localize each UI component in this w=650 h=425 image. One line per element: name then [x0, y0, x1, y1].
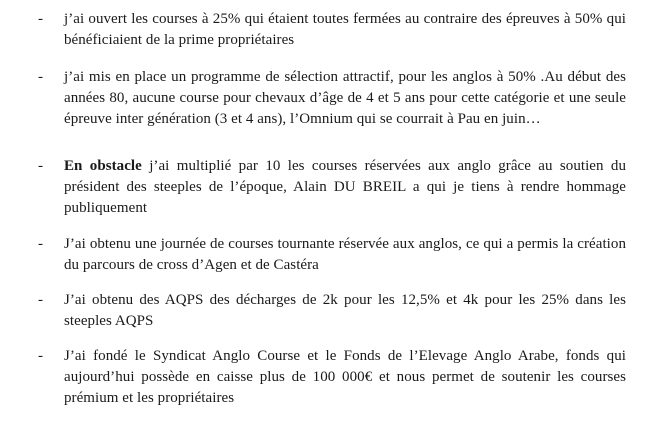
list-item-text: j’ai mis en place un programme de sélection attractif, pour les anglos à 50% .Au début des années 80, aucune course pour chevaux d’âge de 4 et 5 ans pour cette catégorie et une seule épreuve inter génération (3 et 4 ans), l’Omnium qui se courrait à Pau en juin…: [64, 69, 626, 127]
bullet-dash: -: [38, 348, 43, 364]
list-item-text: J’ai obtenu des AQPS des décharges de 2k pour les 12,5% et 4k pour les 25% dans les steeples AQPS: [64, 292, 626, 329]
bullet-dash: -: [38, 69, 43, 85]
list-item-text: j’ai ouvert les courses à 25% qui étaient toutes fermées au contraire des épreuves à 50% qui bénéficiaient de la prime propriétaires: [64, 11, 626, 48]
bullet-dash: -: [38, 292, 43, 308]
list-item-text: J’ai obtenu une journée de courses tournante réservée aux anglos, ce qui a permis la création du parcours de cross d’Agen et de Castéra: [64, 236, 626, 273]
list-item-text: J’ai fondé le Syndicat Anglo Course et le Fonds de l’Elevage Anglo Arabe, fonds qui aujourd’hui possède en caisse plus de 100 000€ et nous permet de soutenir les courses prémium et les propriétaires: [64, 348, 626, 406]
bullet-dash: -: [38, 11, 43, 27]
list-item-body: j’ai multiplié par 10 les courses réservées aux anglo grâce au soutien du président des steeples de l’époque, Alain DU BREIL a qui je tiens à rendre hommage publiquement: [64, 158, 627, 216]
bullet-dash: -: [38, 236, 43, 252]
bullet-dash: -: [38, 158, 43, 174]
list-item-text: [64, 156, 626, 219]
bold-lead-text: En obstacle: [64, 158, 142, 174]
